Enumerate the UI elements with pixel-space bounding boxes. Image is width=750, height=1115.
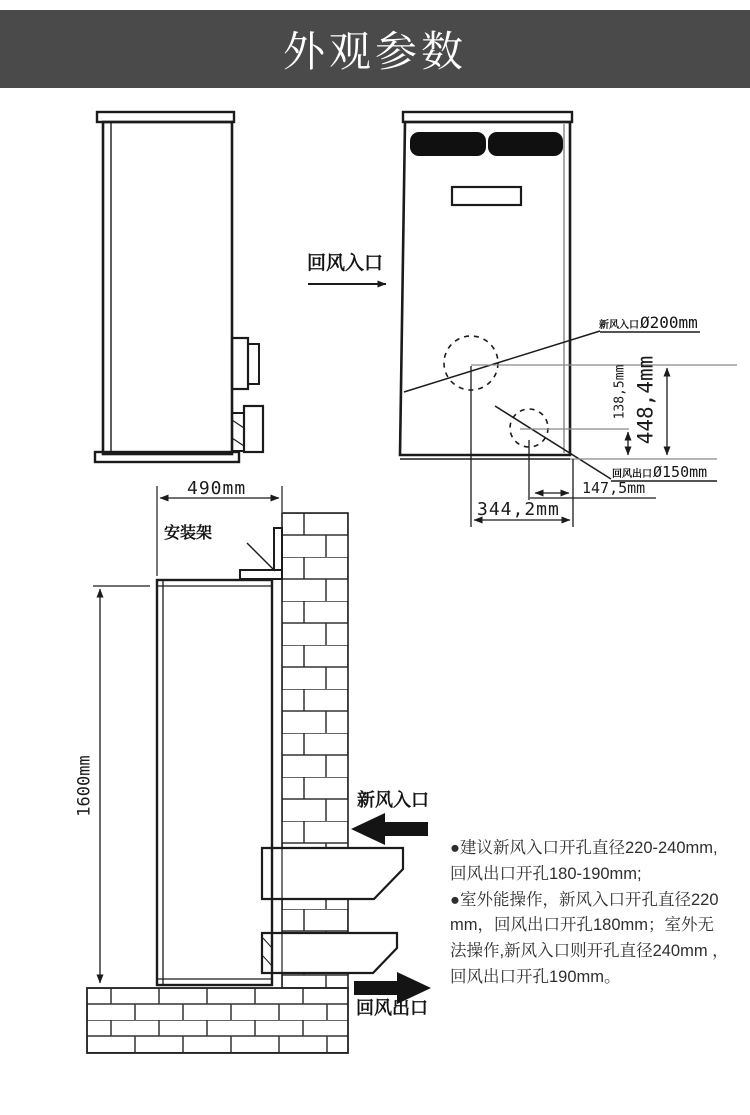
unit-side-view (95, 112, 263, 462)
return-air-hole-prefix: 回风出口 (612, 469, 652, 480)
page-title: 外观参数 (282, 28, 467, 75)
dimension-lines-install (93, 486, 282, 983)
dim-138-5: 138,5mm (612, 364, 628, 420)
return-inlet-label: 回风入口 (307, 253, 384, 274)
bracket-leader (247, 543, 275, 571)
return-air-hole-label (612, 465, 707, 480)
note-line: 回风出口开孔180-190mm; (450, 864, 642, 883)
note-line: 法操作,新风入口则开孔直径240mm ， (450, 942, 729, 961)
dim-490: 490mm (187, 478, 247, 499)
fresh-air-hole-prefix: 新风入口 (599, 320, 639, 331)
brick-wall (282, 513, 348, 988)
air-grille-left (410, 132, 486, 156)
note-line: ●建议新风入口开孔直径220-240mm, (450, 839, 718, 857)
note-line: ●室外能操作，新风入口开孔直径220 (450, 890, 719, 909)
fresh-air-duct (262, 848, 403, 899)
return-air-duct (262, 933, 397, 973)
note-line: mm，回风出口开孔180mm；室外无 (450, 916, 715, 935)
installation-notes (450, 836, 750, 991)
control-panel (452, 187, 521, 205)
dim-344-2: 344,2mm (477, 499, 560, 520)
brick-floor (87, 988, 348, 1053)
fresh-air-flow-arrow (351, 813, 428, 845)
dim-147-5: 147,5mm (582, 479, 646, 497)
mounting-bracket (240, 528, 282, 579)
return-outlet-label: 回风出口 (356, 998, 428, 1018)
unit-installed-view (157, 580, 272, 985)
bracket-label: 安装架 (164, 525, 213, 542)
air-grille-right (488, 132, 563, 156)
unit-front-view (400, 112, 572, 455)
reference-lines (471, 365, 737, 459)
return-air-hole-size: Ø150mm (653, 463, 708, 481)
fresh-inlet-label: 新风入口 (357, 790, 429, 810)
dim-448-4: 448,4mm (633, 355, 658, 445)
dim-1600: 1600mm (74, 755, 95, 817)
fresh-air-hole-label (599, 315, 698, 331)
fresh-air-hole-size: Ø200mm (640, 313, 698, 332)
note-line: 回风出口开孔190mm。 (450, 967, 621, 986)
